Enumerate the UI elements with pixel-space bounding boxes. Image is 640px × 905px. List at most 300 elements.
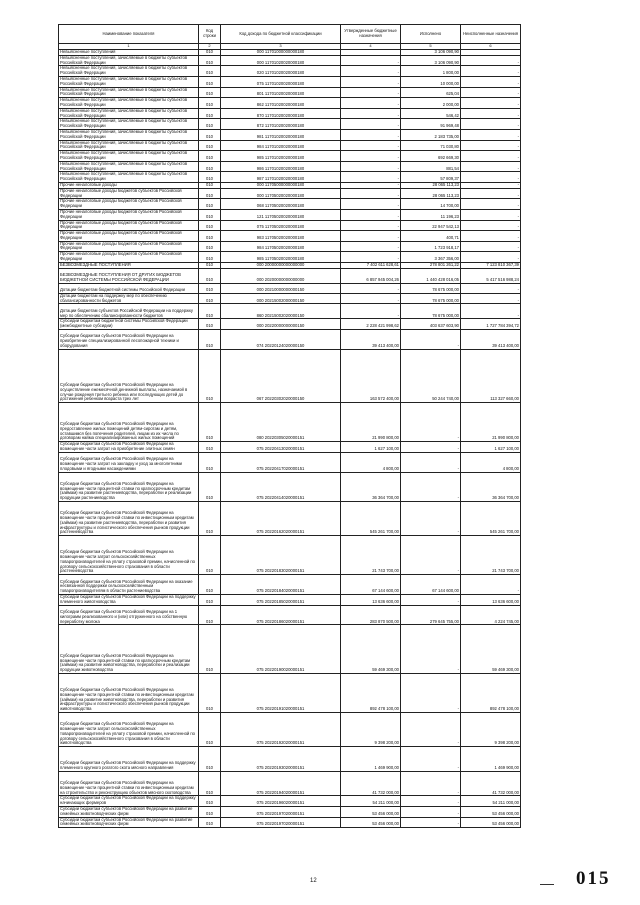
table-row [59,55,521,66]
row-remaining: - [461,575,521,595]
table-row [59,747,521,772]
row-executed: - [401,442,461,453]
row-class-code: 860 20215002020000150 [221,304,341,319]
row-approved: - [341,108,401,119]
row-remaining: - [461,161,521,172]
row-name: Субсидии бюджетам субъектов Российской Федерации на возмещение части затрат на приобретение элитных семян [59,442,199,453]
row-remaining: 9 398 200,00 [461,712,521,746]
row-code: 010 [199,66,221,77]
table-row [59,673,521,712]
row-code: 010 [199,76,221,87]
row-code: 010 [199,252,221,263]
row-code: 010 [199,50,221,56]
table-row [59,220,521,231]
row-name: Субсидии бюджетам субъектов Российской Федерации на возмещение части затрат сельскохозяйственных товаропроизводителей на уплату страховой премии, начисленной по договору сельскохозяйственного страхования в области животноводства [59,712,199,746]
row-code: 010 [199,452,221,472]
row-approved: 21 990 800,00 [341,403,401,442]
row-approved: - [341,76,401,87]
table-row [59,712,521,746]
row-name: Невыясненные поступления, зачисляемые в бюджеты субъектов Российской Федерации [59,172,199,183]
row-name: Прочие неналоговые доходы бюджетов субъектов Российской Федерации [59,209,199,220]
row-class-code: 121 11705020020000180 [221,209,341,220]
table-row [59,119,521,130]
row-executed: 2 183 735,00 [401,129,461,140]
row-class-code: 075 11701020020000180 [221,76,341,87]
row-name: Прочие неналоговые доходы бюджетов субъектов Российской Федерации [59,188,199,199]
row-name: Невыясненные поступления, зачисляемые в бюджеты субъектов Российской Федерации [59,129,199,140]
row-name: Субсидии бюджетам субъектов Российской Федерации на возмещение части затрат сельскохозяйственных товаропроизводителей на уплату страховой премии, начисленной по договору сельскохозяйственного страхования в области растениеводства [59,536,199,575]
row-executed: - [401,452,461,472]
row-remaining: - [461,119,521,130]
row-class-code: 000 20215002000000150 [221,293,341,304]
table-row [59,268,521,283]
row-class-code: 075 20220191020000151 [221,673,341,712]
row-name: Субсидии бюджетам субъектов Российской Федерации на возмещение части процентной ставки по инвестиционным кредитам (займам) на развитие животноводства, переработки и развития инфраструктуры и логистического обеспечения рынков продукции животноводства [59,673,199,712]
row-executed: 2 000,00 [401,98,461,109]
row-remaining: - [461,209,521,220]
table-row [59,771,521,796]
row-class-code: 075 20220192020000151 [221,712,341,746]
row-name: Субсидии бюджетам субъектов Российской Федерации на приобретение специализированной лесопожарной техники и оборудования [59,330,199,350]
row-remaining: - [461,76,521,87]
table-row [59,796,521,807]
row-approved: - [341,119,401,130]
row-executed: 692 669,30 [401,151,461,162]
row-code: 010 [199,673,221,712]
row-executed: 403 637 603,90 [401,319,461,330]
table-row [59,252,521,263]
row-class-code: 801 11701020020000180 [221,87,341,98]
row-remaining: - [461,87,521,98]
row-code: 010 [199,283,221,293]
row-name: Невыясненные поступления, зачисляемые в бюджеты субъектов Российской Федерации [59,76,199,87]
row-name: БЕЗВОЗМЕЗДНЫЕ ПОСТУПЛЕНИЯ [59,262,199,268]
row-code: 010 [199,319,221,330]
row-class-code: 080 20220305020000151 [221,403,341,442]
row-remaining: 892 478 100,00 [461,673,521,712]
table-row [59,161,521,172]
row-name: Прочие неналоговые доходы бюджетов субъектов Российской Федерации [59,231,199,242]
row-class-code: 000 20000000000000000 [221,262,341,268]
row-executed: 50 244 740,00 [401,349,461,402]
row-name: Прочие неналоговые доходы бюджетов субъектов Российской Федерации [59,199,199,210]
column-number: 2 [199,44,221,50]
row-remaining: - [461,199,521,210]
row-approved: - [341,241,401,252]
row-remaining: - [461,140,521,151]
row-code: 010 [199,182,221,188]
row-name: Субсидии бюджетам субъектов Российской Федерации на возмещение части процентной ставки по краткосрочным кредитам (займам) на развитие животноводства, переработки и реализации продукции животноводства [59,625,199,674]
table-row [59,66,521,77]
row-code: 010 [199,442,221,453]
row-code: 010 [199,349,221,402]
row-approved: 9 398 200,00 [341,712,401,746]
row-remaining: - [461,151,521,162]
row-executed: - [401,673,461,712]
row-approved: - [341,231,401,242]
column-number: 6 [461,44,521,50]
table-row [59,605,521,625]
row-approved: 41 732 000,00 [341,771,401,796]
row-remaining: 53 456 000,00 [461,806,521,817]
row-remaining: - [461,108,521,119]
row-code: 010 [199,87,221,98]
column-number: 4 [341,44,401,50]
row-executed: 67 144 600,00 [401,575,461,595]
table-row [59,231,521,242]
row-approved: 1 469 900,00 [341,747,401,772]
row-executed: - [401,771,461,796]
row-code: 010 [199,55,221,66]
report-sheet [58,24,520,828]
row-code: 010 [199,140,221,151]
row-executed: 625,04 [401,87,461,98]
row-remaining: - [461,172,521,183]
row-class-code: 075 20220197020000151 [221,806,341,817]
row-class-code: 985 11701020020000180 [221,151,341,162]
row-approved: - [341,87,401,98]
row-approved: - [341,66,401,77]
row-code: 010 [199,536,221,575]
row-executed: - [401,747,461,772]
row-executed: 881,54 [401,161,461,172]
row-code: 010 [199,330,221,350]
row-approved: 6 857 945 004,26 [341,268,401,283]
row-code: 010 [199,188,221,199]
table-body [59,50,521,828]
row-class-code: 984 11705020020000180 [221,241,341,252]
row-approved: 54 211 000,00 [341,796,401,807]
row-code: 010 [199,119,221,130]
row-code: 010 [199,161,221,172]
table-row [59,188,521,199]
row-approved: - [341,172,401,183]
row-executed: - [401,625,461,674]
row-class-code: 075 20220183020000151 [221,536,341,575]
row-executed: - [401,330,461,350]
row-class-code: 000 11705020020000180 [221,188,341,199]
row-executed: 91 969,48 [401,119,461,130]
row-executed: 11 196,23 [401,209,461,220]
table-row [59,502,521,536]
header-class: Код дохода по бюджетной классификации [221,25,341,44]
row-code: 010 [199,199,221,210]
row-name: Дотации бюджетам на поддержку мер по обеспечению сбалансированности бюджетов [59,293,199,304]
row-code: 010 [199,129,221,140]
row-class-code: 000 20220000000000150 [221,319,341,330]
row-name: БЕЗВОЗМЕЗДНЫЕ ПОСТУПЛЕНИЯ ОТ ДРУГИХ БЮДЖЕТОВ БЮДЖЕТНОЙ СИСТЕМЫ РОССИЙСКОЙ ФЕДЕРАЦИИ [59,268,199,283]
row-executed: 3 106 090,90 [401,55,461,66]
row-approved: - [341,252,401,263]
table-row [59,319,521,330]
row-name: Прочие неналоговые доходы бюджетов субъектов Российской Федерации [59,241,199,252]
row-executed: - [401,806,461,817]
row-executed: 78 675 000,00 [401,283,461,293]
table-row [59,209,521,220]
row-approved: - [341,140,401,151]
row-code: 010 [199,262,221,268]
row-remaining: 545 261 700,00 [461,502,521,536]
row-name: Субсидии бюджетам бюджетной системы Российской Федерации (межбюджетные субсидии) [59,319,199,330]
row-class-code: 000 11705000000000180 [221,182,341,188]
row-approved: - [341,209,401,220]
row-name: Субсидии бюджетам субъектов Российской Федерации на развитие семейных животноводческих ферм [59,806,199,817]
row-name: Невыясненные поступления, зачисляемые в бюджеты субъектов Российской Федерации [59,55,199,66]
row-approved: 39 413 400,00 [341,330,401,350]
table-row [59,452,521,472]
row-code: 010 [199,605,221,625]
column-number: 5 [401,44,461,50]
row-name: Субсидии бюджетам субъектов Российской Федерации на возмещение части процентной ставки по инвестиционным кредитам (займам) на развитие растениеводства, переработки и развития инфраструктуры и логистического обеспечения рынков продукции растениеводства [59,502,199,536]
row-name: Дотации бюджетам бюджетной системы Российской Федерации [59,283,199,293]
table-row [59,536,521,575]
table-row [59,87,521,98]
row-remaining: 13 636 600,00 [461,595,521,606]
row-class-code: 987 11701020020000180 [221,172,341,183]
row-class-code: 067 20220302020000150 [221,349,341,402]
row-class-code: 075 11705020020000180 [221,220,341,231]
row-code: 010 [199,209,221,220]
row-code: 010 [199,502,221,536]
row-class-code: 983 11705020020000180 [221,231,341,242]
row-remaining: 21 990 800,00 [461,403,521,442]
row-name: Прочие неналоговые доходы бюджетов субъектов Российской Федерации [59,220,199,231]
row-approved: 4 800,00 [341,452,401,472]
row-approved: - [341,220,401,231]
row-code: 010 [199,151,221,162]
row-executed: 71 030,80 [401,140,461,151]
table-header-row [59,25,521,44]
row-class-code: 870 11701020020000180 [221,108,341,119]
row-code: 010 [199,172,221,183]
row-class-code: 075 20220193020000151 [221,747,341,772]
row-code: 010 [199,712,221,746]
row-executed: - [401,712,461,746]
row-class-code: 075 20220194020000151 [221,771,341,796]
row-approved: 7 402 611 628,61 [341,262,401,268]
row-name: Субсидии бюджетам субъектов Российской Федерации на возмещение части процентной ставки по инвестиционным кредитам на строительство и реконструкцию объектов мясного скотоводства [59,771,199,796]
row-executed: - [401,403,461,442]
row-class-code: 075 20220185020000151 [221,595,341,606]
row-remaining: - [461,66,521,77]
table-row [59,403,521,442]
row-code: 010 [199,241,221,252]
row-approved: 892 478 100,00 [341,673,401,712]
row-executed: 546,42 [401,108,461,119]
row-name: Субсидии бюджетам субъектов Российской Федерации на поддержку племенного животноводства [59,595,199,606]
row-class-code: 075 20220196020000151 [221,796,341,807]
row-remaining: - [461,129,521,140]
table-row [59,98,521,109]
table-row [59,241,521,252]
table-row [59,293,521,304]
row-class-code: 984 11701020020000180 [221,140,341,151]
table-row [59,442,521,453]
row-name: Невыясненные поступления, зачисляемые в бюджеты субъектов Российской Федерации [59,119,199,130]
row-code: 010 [199,796,221,807]
row-approved: 283 870 500,00 [341,605,401,625]
row-name: Дотации бюджетам субъектов Российской Федерации на поддержку мер по обеспечению сбалансированности бюджетов [59,304,199,319]
row-approved: 1 627 100,00 [341,442,401,453]
stamp-number: 015 [576,868,611,889]
row-name: Невыясненные поступления, зачисляемые в бюджеты субъектов Российской Федерации [59,66,199,77]
row-executed: 22 947 542,13 [401,220,461,231]
row-class-code: 000 20210000000000150 [221,283,341,293]
column-number: 1 [59,44,199,50]
row-name: Субсидии бюджетам субъектов Российской Федерации на развитие семейных животноводческих ферм [59,817,199,828]
table-row [59,199,521,210]
row-executed: - [401,502,461,536]
row-remaining: 36 364 700,00 [461,472,521,501]
row-name: Субсидии бюджетам субъектов Российской Федерации на 1 килограмм реализованного и (или) отгруженного на собственную переработку молока [59,605,199,625]
row-code: 010 [199,747,221,772]
row-name: Невыясненные поступления, зачисляемые в бюджеты субъектов Российской Федерации [59,140,199,151]
table-row [59,806,521,817]
row-executed: - [401,536,461,575]
table-row [59,151,521,162]
row-name: Невыясненные поступления, зачисляемые в бюджеты субъектов Российской Федерации [59,161,199,172]
row-remaining: 1 727 784 394,72 [461,319,521,330]
row-remaining: - [461,252,521,263]
row-code: 010 [199,817,221,828]
budget-execution-table [58,24,521,828]
row-remaining: 39 413 400,00 [461,330,521,350]
row-class-code: 986 11701020020000180 [221,161,341,172]
row-code: 010 [199,403,221,442]
row-approved: 163 572 400,00 [341,349,401,402]
row-name: Невыясненные поступления [59,50,199,56]
row-approved: - [341,182,401,188]
row-remaining: - [461,55,521,66]
row-approved: - [341,151,401,162]
row-remaining: 1 469 900,00 [461,747,521,772]
row-code: 010 [199,220,221,231]
row-executed: 3 367 356,00 [401,252,461,263]
row-class-code: 075 20220162020000151 [221,502,341,536]
row-remaining: 59 469 300,00 [461,625,521,674]
header-code: Код строки [199,25,221,44]
row-remaining: - [461,188,521,199]
row-class-code: 075 20220197020000151 [221,817,341,828]
row-approved: - [341,199,401,210]
row-name: Невыясненные поступления, зачисляемые в бюджеты субъектов Российской Федерации [59,98,199,109]
table-row [59,108,521,119]
row-name: Субсидии бюджетам субъектов Российской Федерации на возмещение части затрат на закладку и уход за многолетними плодовыми и ягодными насаждениями [59,452,199,472]
row-class-code: 872 11701020020000180 [221,119,341,130]
row-executed: 1 440 428 016,05 [401,268,461,283]
row-code: 010 [199,472,221,501]
row-executed: 57 809,37 [401,172,461,183]
row-executed: 28 065 113,23 [401,182,461,188]
row-remaining: - [461,283,521,293]
row-approved: - [341,98,401,109]
row-approved: - [341,55,401,66]
row-executed: 1 800,00 [401,66,461,77]
row-executed: 1 723 918,17 [401,241,461,252]
row-approved: 36 364 700,00 [341,472,401,501]
table-row [59,595,521,606]
row-remaining: - [461,293,521,304]
row-remaining: - [461,231,521,242]
header-remaining: Неисполненные назначения [461,25,521,44]
row-class-code: 000 11701000000000180 [221,50,341,56]
table-row [59,625,521,674]
row-remaining: 1 627 100,00 [461,442,521,453]
row-remaining: 113 327 660,00 [461,349,521,402]
row-remaining: - [461,241,521,252]
row-approved: - [341,161,401,172]
row-remaining: - [461,304,521,319]
row-class-code: 985 11705020020000180 [221,252,341,263]
row-code: 010 [199,806,221,817]
row-executed: 14 700,00 [401,199,461,210]
row-class-code: 075 20220417020000151 [221,452,341,472]
table-row [59,304,521,319]
table-row [59,330,521,350]
table-row [59,262,521,268]
row-remaining: 53 456 000,00 [461,817,521,828]
row-code: 010 [199,625,221,674]
row-name: Прочие неналоговые доходы бюджетов субъектов Российской Федерации [59,252,199,263]
row-approved: - [341,188,401,199]
row-remaining: 7 123 810 367,39 [461,262,521,268]
row-remaining: 54 211 000,00 [461,796,521,807]
row-class-code: 075 20220413020000151 [221,442,341,453]
row-executed: - [401,595,461,606]
header-executed: Исполнено [401,25,461,44]
table-row [59,283,521,293]
row-class-code: 075 20220414020000151 [221,472,341,501]
row-executed: 78 675 000,00 [401,293,461,304]
row-remaining: 5 417 516 988,24 [461,268,521,283]
row-executed: 10 000,00 [401,76,461,87]
row-executed: 78 675 000,00 [401,304,461,319]
table-row [59,76,521,87]
row-name: Невыясненные поступления, зачисляемые в бюджеты субъектов Российской Федерации [59,108,199,119]
row-class-code: 981 11701020020000180 [221,129,341,140]
row-code: 010 [199,771,221,796]
column-number: 3 [221,44,341,50]
header-approved: Утвержденные бюджетные назначения [341,25,401,44]
row-approved: 59 469 300,00 [341,625,401,674]
row-name: Субсидии бюджетам субъектов Российской Федерации на предоставление жилых помещений детям-сиротам и детям, оставшимся без попечения родителей, лицам из их числа по договорам найма специализированных жилых помещений [59,403,199,442]
row-code: 010 [199,268,221,283]
row-code: 010 [199,293,221,304]
row-class-code: 075 20220190020000151 [221,625,341,674]
row-approved: 21 743 700,00 [341,536,401,575]
row-remaining: - [461,182,521,188]
row-class-code: 000 11701020020000180 [221,55,341,66]
row-class-code: 000 20200000000000000 [221,268,341,283]
row-executed: - [401,817,461,828]
row-executed: 278 801 261,22 [401,262,461,268]
row-approved: 2 228 421 998,62 [341,319,401,330]
row-approved: - [341,293,401,304]
row-remaining: - [461,98,521,109]
row-remaining: 21 743 700,00 [461,536,521,575]
row-code: 010 [199,231,221,242]
row-class-code: 075 20220184020000151 [221,575,341,595]
row-approved: 13 636 600,00 [341,595,401,606]
table-row [59,129,521,140]
row-code: 010 [199,108,221,119]
row-approved: - [341,304,401,319]
row-approved: 545 261 700,00 [341,502,401,536]
table-row [59,575,521,595]
row-class-code: 020 11701020020000180 [221,66,341,77]
row-code: 010 [199,595,221,606]
table-row [59,472,521,501]
